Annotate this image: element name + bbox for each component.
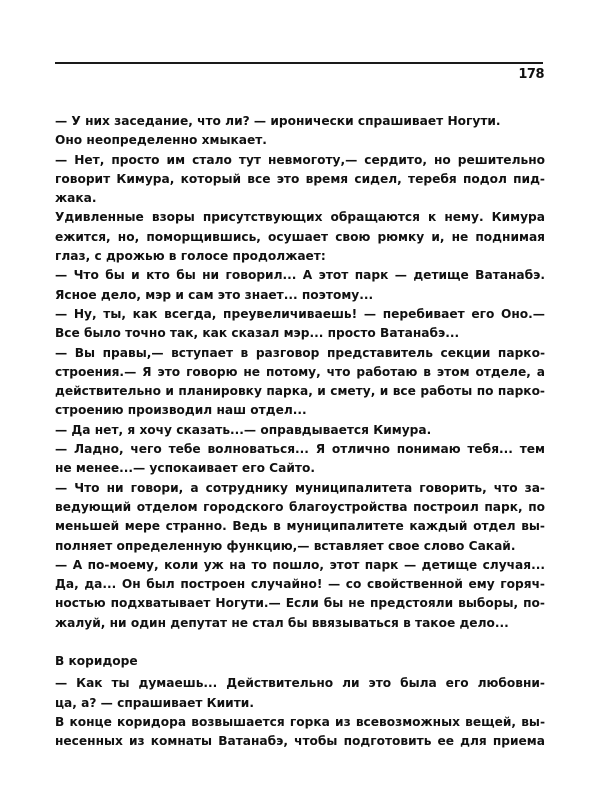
text-line: — Вы правы,— вступает в разговор представитель секции парко-: [55, 345, 545, 360]
text-line: — А по-моему, коли уж на то пошло, этот парк — детище случая...: [55, 557, 545, 572]
text-line: — У них заседание, что ли? — иронически спрашивает Ногути.: [55, 114, 501, 128]
text-line: жалуй, ни один депутат не стал бы ввязываться в такое дело...: [55, 615, 509, 630]
text-line: В конце коридора возвышается горка из всевозможных вещей, вы-: [55, 714, 545, 729]
text-line: — Что бы и кто бы ни говорил... А этот парк — детище Ватанабэ.: [55, 268, 545, 283]
page-body: [55, 112, 545, 752]
text-line: жака.: [55, 191, 97, 206]
section-heading: В коридоре: [55, 654, 138, 669]
text-line: полняет определенную функцию,— вставляет свое слово Сакай.: [55, 538, 516, 553]
header-rule: [55, 62, 543, 64]
text-line: Ясное дело, мэр и сам это знает... поэтому...: [55, 287, 374, 302]
text-line: строению производил наш отдел...: [55, 403, 307, 418]
text-line: ведующий отделом городского благоустройства построил парк, по: [55, 499, 545, 514]
text-line: — Да нет, я хочу сказать...— оправдывается Кимура.: [55, 422, 432, 437]
text-line: ежится, но, поморщившись, осушает свою рюмку и, не поднимая: [55, 229, 545, 244]
text-line: Все было точно так, как сказал мэр... просто Ватанабэ...: [55, 326, 460, 341]
text-line: глаз, с дрожью в голосе продолжает:: [55, 249, 326, 264]
page-number: 178: [518, 67, 544, 82]
text-line: ца, а? — спрашивает Киити.: [55, 695, 254, 710]
text-line: строения.— Я это говорю не потому, что работаю в этом отделе, а: [55, 364, 545, 379]
text-line: говорит Кимура, который все это время сидел, теребя подол пид-: [55, 171, 545, 186]
text-line: — Как ты думаешь... Действительно ли это была его любовни-: [55, 676, 545, 691]
text-line: несенных из комнаты Ватанабэ, чтобы подготовить ее для приема: [55, 734, 545, 749]
text-line: меньшей мере странно. Ведь в муниципалитете каждый отдел вы-: [55, 519, 545, 534]
text-line: действительно и планировку парка, и смету, и все работы по парко-: [55, 384, 545, 399]
text-line: — Нет, просто им стало тут невмоготу,— сердито, но решительно: [55, 152, 545, 167]
text-line: — Что ни говори, а сотруднику муниципалитета говорить, что за-: [55, 480, 545, 495]
text-line: — Ладно, чего тебе волноваться... Я отлично понимаю тебя... тем: [55, 442, 545, 457]
text-line: — Ну, ты, как всегда, преувеличиваешь! — перебивает его Оно.—: [55, 306, 545, 321]
text-line: Удивленные взоры присутствующих обращаются к нему. Кимура: [55, 210, 545, 225]
text-line: Да, да... Он был построен случайно! — со свойственной ему горяч-: [55, 577, 545, 592]
text-line: ностью подхватывает Ногути.— Если бы не предстояли выборы, по-: [55, 596, 545, 611]
text-line: не менее...— успокаивает его Сайто.: [55, 461, 315, 476]
text-line: Оно неопределенно хмыкает.: [55, 133, 267, 148]
